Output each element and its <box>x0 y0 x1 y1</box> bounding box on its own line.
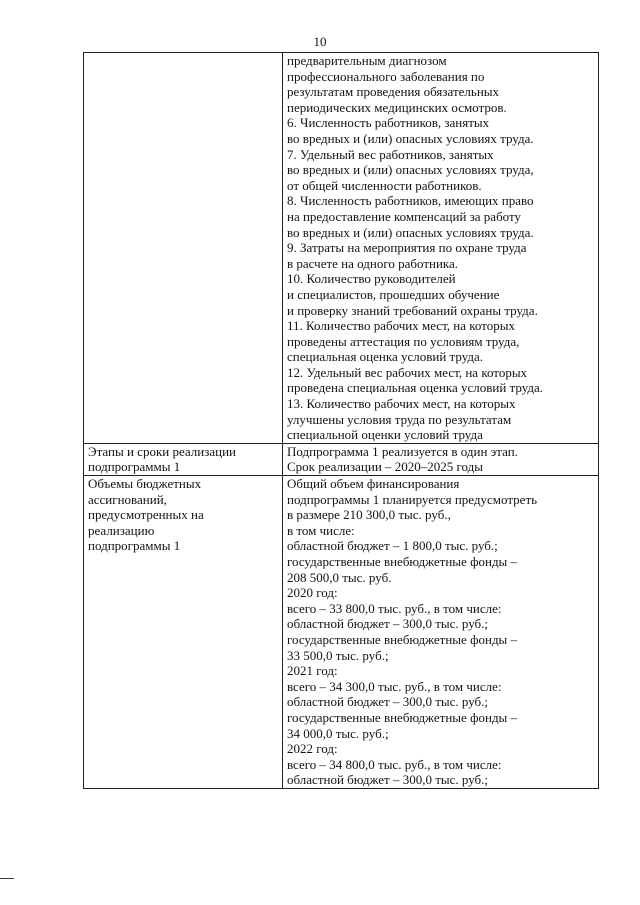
text-line: 2022 год: <box>287 741 338 757</box>
text-line: Объемы бюджетных <box>88 476 202 492</box>
text-line: ассигнований, <box>88 491 167 507</box>
text-line: 2020 год: <box>287 585 338 601</box>
text-line: 6. Численность работников, занятых <box>287 115 490 131</box>
table-row <box>84 53 599 444</box>
text-line: улучшены условия труда по результатам <box>287 411 512 427</box>
table-row <box>84 476 599 789</box>
text-line: 10. Количество руководителей <box>287 271 456 287</box>
text-line: всего – 34 800,0 тыс. руб., в том числе: <box>287 756 502 772</box>
text-line: в расчете на одного работника. <box>287 255 459 271</box>
page-number: 10 <box>313 34 327 49</box>
row-content-cell <box>283 476 599 789</box>
text-line: Этапы и сроки реализации <box>88 443 236 459</box>
text-line: 11. Количество рабочих мест, на которых <box>287 318 515 334</box>
edge-mark <box>0 878 14 879</box>
text-line: предварительным диагнозом <box>287 53 447 68</box>
text-line: областной бюджет – 300,0 тыс. руб.; <box>287 772 489 788</box>
text-line: в размере 210 300,0 тыс. руб., <box>287 507 451 523</box>
text-line: на предоставление компенсаций за работу <box>287 208 522 224</box>
row-content-cell <box>283 53 599 444</box>
text-line: Общий объем финансирования <box>287 476 460 492</box>
text-line: специальной оценки условий труда <box>287 427 483 443</box>
text-line: подпрограммы 1 <box>88 538 181 554</box>
text-line: 2021 год: <box>287 663 338 679</box>
text-line: Подпрограмма 1 реализуется в один этап. <box>287 443 518 459</box>
text-line: подпрограммы 1 <box>88 459 181 475</box>
row-content-cell <box>283 443 599 475</box>
text-line: государственные внебюджетные фонды – <box>287 709 518 725</box>
row-label-cell <box>84 476 283 789</box>
text-line: 7. Удельный вес работников, занятых <box>287 146 494 162</box>
text-line: 33 500,0 тыс. руб.; <box>287 647 389 663</box>
row-label-cell <box>84 443 283 475</box>
text-line: предусмотренных на <box>88 507 204 523</box>
text-line: во вредных и (или) опасных условиях труда, <box>287 162 534 178</box>
text-line: государственные внебюджетные фонды – <box>287 631 518 647</box>
text-line: всего – 34 300,0 тыс. руб., в том числе: <box>287 678 502 694</box>
text-line: всего – 33 800,0 тыс. руб., в том числе: <box>287 600 502 616</box>
text-line: государственные внебюджетные фонды – <box>287 554 518 569</box>
text-line: проведена специальная оценка условий труда. <box>287 380 544 396</box>
text-line: специальная оценка условий труда. <box>287 349 484 365</box>
text-line: областной бюджет – 300,0 тыс. руб.; <box>287 616 489 632</box>
text-line: в том числе: <box>287 522 355 538</box>
text-line: Срок реализации – 2020–2025 годы <box>287 459 484 475</box>
text-line: 13. Количество рабочих мест, на которых <box>287 396 516 412</box>
text-line: и проверку знаний требований охраны труда. <box>287 302 538 318</box>
row-label-cell <box>84 53 283 444</box>
text-line: областной бюджет – 1 800,0 тыс. руб.; <box>287 538 498 554</box>
table-row <box>84 443 599 475</box>
subprogram-passport-table <box>83 52 599 789</box>
text-line: во вредных и (или) опасных условиях труда. <box>287 224 534 240</box>
text-line: результатам проведения обязательных <box>287 84 500 100</box>
text-line: и специалистов, прошедших обучение <box>287 286 500 302</box>
text-line: 208 500,0 тыс. руб. <box>287 569 392 585</box>
text-line: 8. Численность работников, имеющих право <box>287 193 534 209</box>
text-line: реализацию <box>88 522 155 538</box>
text-line: проведены аттестация по условиям труда, <box>287 333 520 349</box>
text-line: 12. Удельный вес рабочих мест, на которых <box>287 364 528 380</box>
text-line: во вредных и (или) опасных условиях труда. <box>287 130 534 146</box>
text-line: областной бюджет – 300,0 тыс. руб.; <box>287 694 489 710</box>
text-line: 34 000,0 тыс. руб.; <box>287 725 389 741</box>
text-line: периодических медицинских осмотров. <box>287 99 507 115</box>
text-line: 9. Затраты на мероприятия по охране труда <box>287 240 527 256</box>
text-line: подпрограммы 1 планируется предусмотреть <box>287 491 538 507</box>
text-line: профессионального заболевания по <box>287 68 485 84</box>
text-line: от общей численности работников. <box>287 177 482 193</box>
